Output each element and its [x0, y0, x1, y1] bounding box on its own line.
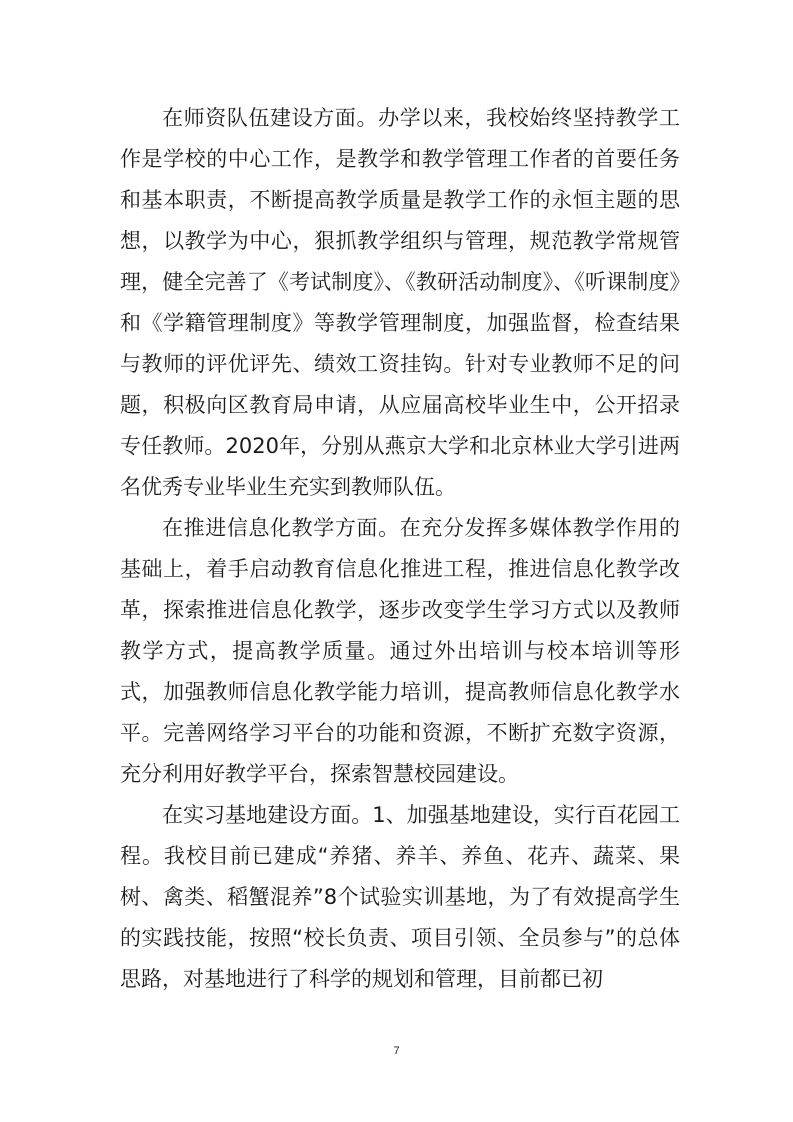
paragraph-information-teaching: 在推进信息化教学方面。在充分发挥多媒体教学作用的基础上，着手启动教育信息化推进工程，推进信息化教学改革，探索推进信息化教学，逐步改变学生学习方式以及教师教学方式，提高教学质量。通过外出培训与校本培训等形式，加强教师信息化教学能力培训，提高教师信息化教学水平。完善网络学习平台的功能和资源，不断扩充数字资源，充分利用好教学平台，探索智慧校园建设。 — [120, 516, 680, 786]
paragraph-teacher-team: 在师资队伍建设方面。办学以来，我校始终坚持教学工作是学校的中心工作，是教学和教学管理工作者的首要任务和基本职责，不断提高教学质量是教学工作的永恒主题的思想，以教学为中心，狠抓教学组织与管理，规范教学常规管理，健全完善了《考试制度》、《教研活动制度》、《听课制度》和《学籍管理制度》等教学管理制度，加强监督，检查结果与教师的评优评先、绩效工资挂钩。针对专业教师不足的问题，积极向区教育局申请，从应届高校毕业生中，公开招录专任教师。2020年，分别从燕京大学和北京林业大学引进两名优秀专业毕业生充实到教师队伍。 — [120, 106, 680, 499]
body-text — [120, 98, 680, 1000]
page-number: 7 — [393, 1045, 400, 1057]
paragraph-practice-base: 在实习基地建设方面。1、加强基地建设，实行百花园工程。我校目前已建成“养猪、养羊、养鱼、花卉、蔬菜、果树、禽类、稻蟹混养”8个试验实训基地，为了有效提高学生的实践技能，按照“校长负责、项目引领、全员参与”的总体思路，对基地进行了科学的规划和管理，目前都已初 — [120, 803, 680, 991]
